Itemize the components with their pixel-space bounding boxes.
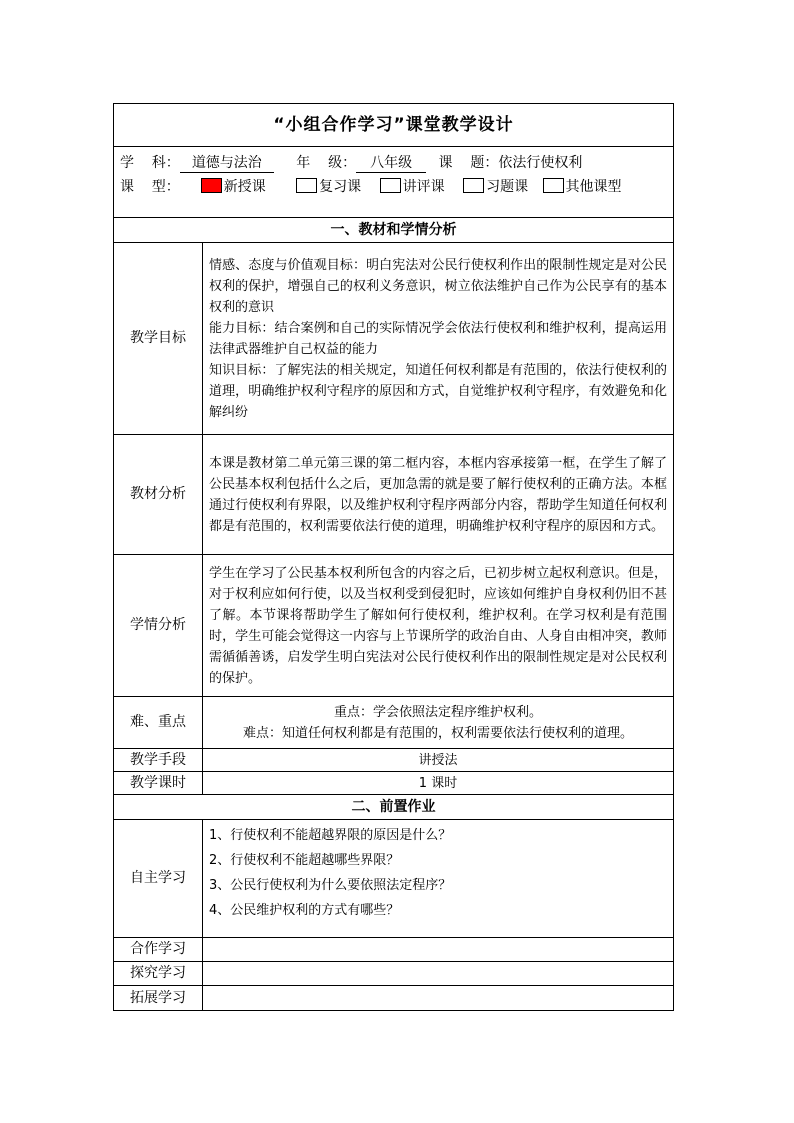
goal-knowledge: 知识目标：了解宪法的相关规定，知道任何权利都是有范围的，依法行使权利的道理，明确维护权利守程序的原因和方式，自觉维护权利守程序，有效避免和化解纠纷 [209, 362, 668, 420]
type-option-review[interactable] [296, 179, 361, 195]
grade-value: 八年级 [356, 154, 426, 173]
header-row-1 [120, 151, 667, 175]
type-option-label: 复习课 [319, 179, 362, 195]
hours-value: 1 课时 [203, 772, 674, 795]
checkbox-icon[interactable] [296, 178, 317, 193]
lesson-plan [113, 103, 673, 1011]
checkbox-icon[interactable] [380, 178, 401, 193]
type-option-comment[interactable] [380, 179, 445, 195]
inquiry-content[interactable] [203, 962, 674, 986]
type-option-other[interactable] [543, 179, 622, 195]
section-heading-analysis: 一、教材和学情分析 [114, 218, 674, 243]
question-item: 4、公民维护权利的方式有哪些？ [209, 903, 400, 918]
row-label-self-study: 自主学习 [114, 820, 203, 938]
grade-label: 年 级： [296, 155, 357, 171]
goal-emotion: 情感、态度与价值观目标：明白宪法对公民行使权利作出的限制性规定是对公民权利的保护，增强自己的权利义务意识，树立依法维护自己作为公民享有的基本权利的意识 [209, 257, 668, 315]
topic-value: 依法行使权利 [498, 155, 583, 171]
subject-value: 道德与法治 [180, 154, 274, 173]
cooperative-content[interactable] [203, 938, 674, 962]
row-label-cooperative: 合作学习 [114, 938, 203, 962]
checkbox-icon[interactable] [543, 178, 564, 193]
row-label-inquiry: 探究学习 [114, 962, 203, 986]
row-label-extension: 拓展学习 [114, 986, 203, 1011]
type-option-label: 其他课型 [565, 179, 622, 195]
method-value: 讲授法 [203, 749, 674, 772]
type-option-new[interactable] [201, 179, 266, 195]
lesson-plan-table [113, 103, 674, 1011]
header-info [114, 147, 674, 218]
row-label-key: 难、重点 [114, 697, 203, 749]
question-item: 3、公民行使权利为什么要依照法定程序？ [209, 878, 452, 893]
type-option-label: 新授课 [223, 179, 266, 195]
question-item: 2、行使权利不能超越哪些界限？ [209, 853, 400, 868]
key-point: 重点：学会依照法定程序维护权利。 [334, 704, 543, 720]
row-label-method: 教学手段 [114, 749, 203, 772]
type-option-label: 习题课 [486, 179, 529, 195]
row-label-material: 教材分析 [114, 435, 203, 555]
topic-label: 课 题： [438, 155, 499, 171]
goals-content [203, 243, 674, 435]
key-content [203, 697, 674, 749]
student-content: 学生在学习了公民基本权利所包含的内容之后，已初步树立起权利意识。但是，对于权利应如何行使，以及当权利受到侵犯时，应该如何维护自身权利仍旧不甚了解。本节课将帮助学生了解如何行使权利，维护权利。在学习权利是有范围时，学生可能会觉得这一内容与上节课所学的政治自由、人身自由相冲突，教师需循循善诱，启发学生明白宪法对公民行使权利作出的限制性规定是对公民权利的保护。 [203, 555, 674, 697]
goal-ability: 能力目标：结合案例和自己的实际情况学会依法行使权利和维护权利，提高运用法律武器维护自己权益的能力 [209, 320, 668, 357]
material-content: 本课是教材第二单元第三课的第二框内容，本框内容承接第一框，在学生了解了公民基本权利包括什么之后，更加急需的就是要了解行使权利的正确方法。本框通过行使权利有界限，以及维护权利守程序两部分内容，帮助学生知道任何权利都是有范围的，权利需要依法行使的道理，明确维护权利守程序的原因和方式。 [203, 435, 674, 555]
type-label: 课 型： [120, 179, 180, 195]
row-label-hours: 教学课时 [114, 772, 203, 795]
self-study-content [203, 820, 674, 938]
document-title: “小组合作学习”课堂教学设计 [114, 104, 674, 147]
checkbox-icon[interactable] [463, 178, 484, 193]
question-item: 1、行使权利不能超越界限的原因是什么？ [209, 828, 452, 843]
type-option-exercise[interactable] [463, 179, 528, 195]
type-option-label: 讲评课 [402, 179, 445, 195]
extension-content[interactable] [203, 986, 674, 1011]
checkbox-checked-icon[interactable] [201, 178, 222, 193]
difficult-point: 难点：知道任何权利都是有范围的，权利需要依法行使权利的道理。 [243, 725, 634, 741]
header-row-2 [120, 175, 667, 199]
subject-label: 学 科： [120, 155, 180, 171]
row-label-student: 学情分析 [114, 555, 203, 697]
section-heading-prework: 二、前置作业 [114, 795, 674, 820]
row-label-goals: 教学目标 [114, 243, 203, 435]
